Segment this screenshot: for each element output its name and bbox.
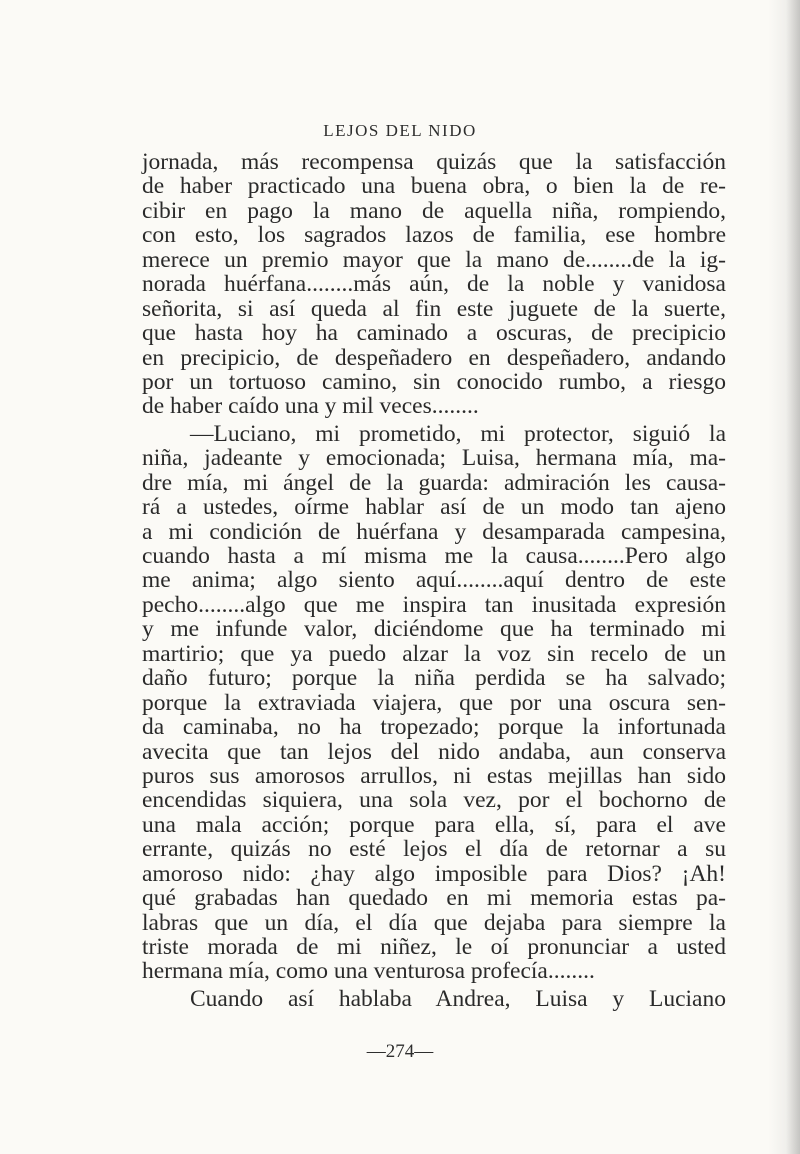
text-line: con esto, los sagrados lazos de familia, ese hombre xyxy=(142,222,726,249)
paragraph xyxy=(142,422,726,984)
text-line: que hasta hoy ha caminado a oscuras, de precipicio xyxy=(142,320,726,347)
text-line: niña, jadeante y emocionada; Luisa, hermana mía, ma- xyxy=(142,445,726,472)
text-line: rá a ustedes, oírme hablar así de un modo tan ajeno xyxy=(142,494,726,521)
text-line: —Luciano, mi prometido, mi protector, siguió la xyxy=(190,420,726,447)
text-line: errante, quizás no esté lejos el día de retornar a su xyxy=(142,836,726,863)
paragraph xyxy=(142,150,726,419)
page-number: —274— xyxy=(366,1041,434,1062)
text-line: y me infunde valor, diciéndome que ha terminado mi xyxy=(142,616,726,643)
text-line: dre mía, mi ángel de la guarda: admiración les causa- xyxy=(142,469,726,496)
text-line: cibir en pago la mano de aquella niña, rompiendo, xyxy=(142,197,726,224)
text-line: porque la extraviada viajera, que por una oscura sen- xyxy=(142,689,726,716)
text-line: señorita, si así queda al fin este juguete de la suerte, xyxy=(142,295,726,322)
text-line: amoroso nido: ¿hay algo imposible para Dios? ¡Ah! xyxy=(142,860,726,887)
text-line: en precipicio, de despeñadero en despeñadero, andando xyxy=(142,344,726,371)
text-line: a mi condición de huérfana y desamparada campesina, xyxy=(142,518,726,545)
text-line: me anima; algo siento aquí........aquí dentro de este xyxy=(142,567,726,594)
text-line: Cuando así hablaba Andrea, Luisa y Luciano xyxy=(190,985,726,1012)
text-line: labras que un día, el día que dejaba para siempre la xyxy=(142,909,726,936)
text-line: martirio; que ya puedo alzar la voz sin recelo de un xyxy=(142,640,726,667)
text-line: cuando hasta a mí misma me la causa........Pero algo xyxy=(142,543,726,569)
text-line: qué grabadas han quedado en mi memoria estas pa- xyxy=(142,885,726,912)
text-line: da caminaba, no ha tropezado; porque la infortunada xyxy=(142,714,726,741)
text-line: una mala acción; porque para ella, sí, para el ave xyxy=(142,811,726,838)
text-line: pecho........algo que me inspira tan inusitada expresión xyxy=(142,591,726,618)
text-line: norada huérfana........más aún, de la noble y vanidosa xyxy=(142,271,726,298)
text-line: triste morada de mi niñez, le oí pronunciar a usted xyxy=(142,934,726,960)
text-line: de haber practicado una buena obra, o bien la de re- xyxy=(142,173,726,200)
text-line: merece un premio mayor que la mano de........de la ig- xyxy=(142,246,726,273)
text-line: por un tortuoso camino, sin conocido rumbo, a riesgo xyxy=(142,368,726,395)
page-edge-shadow xyxy=(786,0,800,1154)
text-line: jornada, más recompensa quizás que la satisfacción xyxy=(142,149,726,175)
body-text xyxy=(142,150,726,1011)
paragraph xyxy=(142,987,726,1011)
text-line: puros sus amorosos arrullos, ni estas mejillas han sido xyxy=(142,762,726,789)
text-line: avecita que tan lejos del nido andaba, aun conserva xyxy=(142,738,726,765)
text-line: encendidas siquiera, una sola vez, por el bochorno de xyxy=(142,787,726,814)
text-line: de haber caído una y mil veces........ xyxy=(142,393,479,420)
text-line: daño futuro; porque la niña perdida se ha salvado; xyxy=(142,665,726,692)
text-line: hermana mía, como una venturosa profecía........ xyxy=(142,958,595,985)
running-title: LEJOS DEL NIDO xyxy=(323,121,477,140)
